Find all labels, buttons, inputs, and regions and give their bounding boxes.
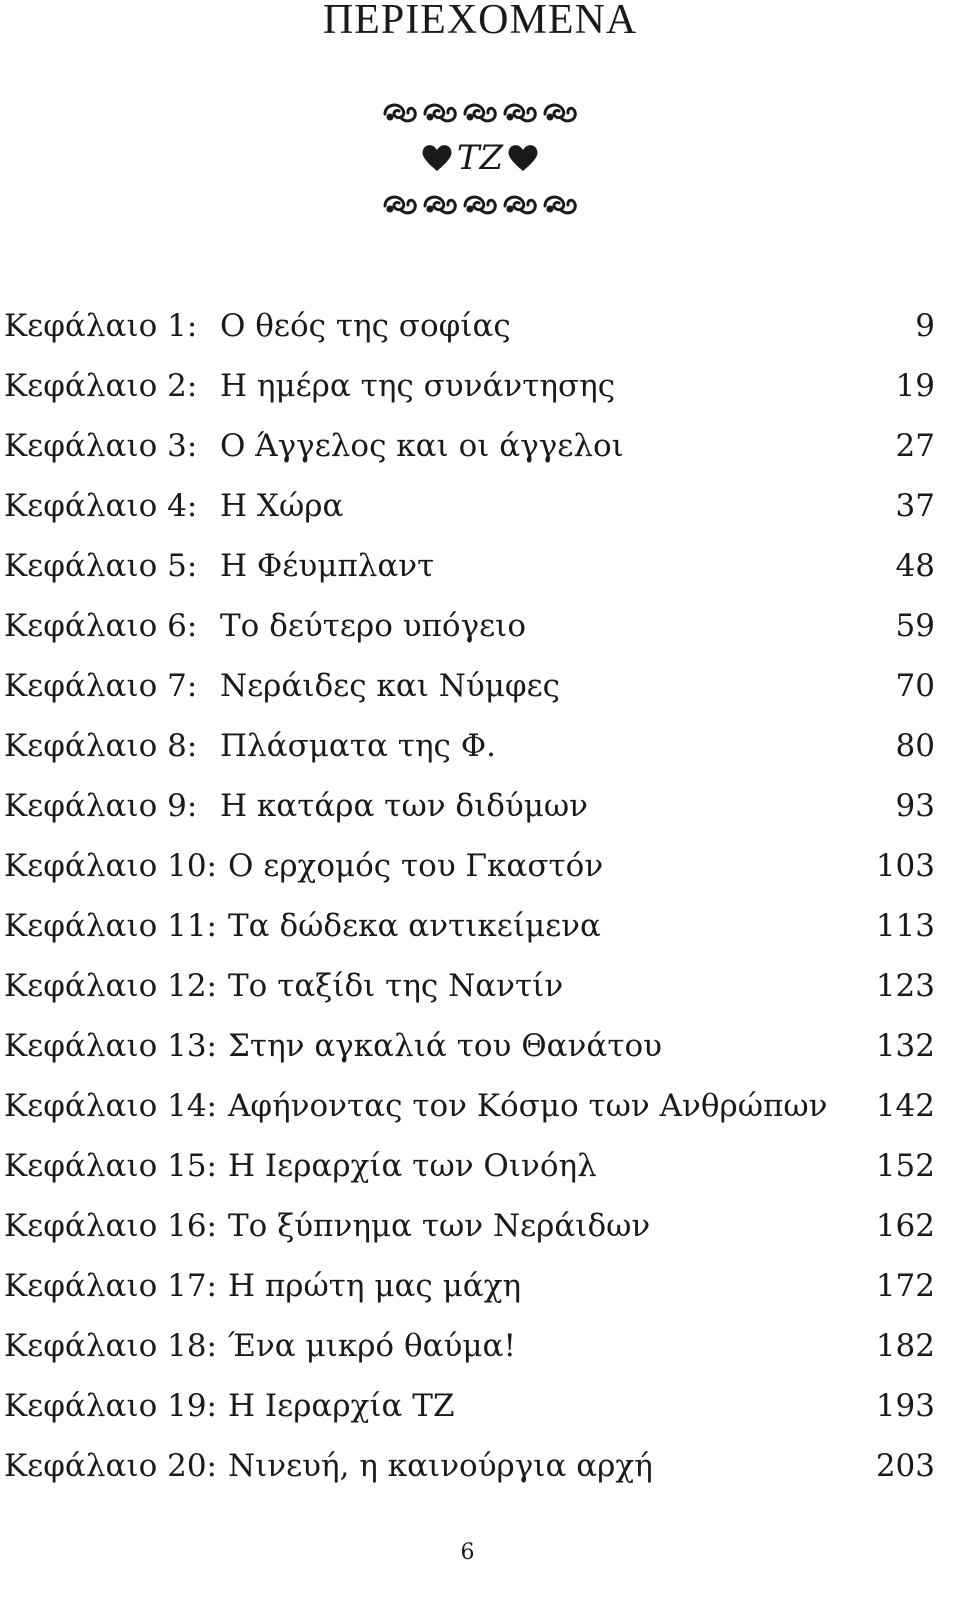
chapter-title: Η Ιεραρχία των Οινόηλ: [228, 1148, 597, 1184]
toc-entry: [0, 1144, 935, 1204]
chapter-page: 142: [875, 1088, 935, 1124]
chapter-title: Η κατάρα των διδύμων: [220, 788, 589, 824]
chapter-page: 59: [895, 608, 935, 644]
swirl-icon: [501, 190, 539, 218]
toc-entry: [0, 1264, 935, 1324]
swirl-icon: [501, 98, 539, 126]
swirl-icon: [461, 98, 499, 126]
swirl-icon: [461, 190, 499, 218]
chapter-label: Κεφάλαιο 9:: [4, 788, 198, 824]
toc-entry: [0, 844, 935, 904]
chapter-page: 9: [915, 308, 935, 344]
swirl-icon: [421, 190, 459, 218]
toc-entry: [0, 784, 935, 844]
toc-entry: [0, 1024, 935, 1084]
chapter-label: Κεφάλαιο 20:: [4, 1448, 218, 1484]
toc-entry: [0, 724, 935, 784]
swirl-icon: [381, 98, 419, 126]
toc-entry: [0, 1204, 935, 1264]
chapter-page: 123: [875, 968, 935, 1004]
chapter-label: Κεφάλαιο 17:: [4, 1268, 218, 1304]
chapter-page: 103: [875, 848, 935, 884]
chapter-title: Το ταξίδι της Ναντίν: [228, 968, 564, 1004]
decorative-ornament: [0, 92, 960, 224]
chapter-title: Τα δώδεκα αντικείμενα: [228, 908, 601, 944]
chapter-title: Αφήνοντας τον Κόσμο των Ανθρώπων: [228, 1088, 828, 1124]
chapter-label: Κεφάλαιο 2:: [4, 368, 198, 404]
chapter-label: Κεφάλαιο 10:: [4, 848, 218, 884]
chapter-title: Η πρώτη μας μάχη: [228, 1268, 522, 1304]
toc-entry: [0, 544, 935, 604]
chapter-title: Νεράιδες και Νύμφες: [220, 668, 561, 704]
chapter-label: Κεφάλαιο 18:: [4, 1328, 218, 1364]
chapter-title: Ο θεός της σοφίας: [220, 308, 511, 344]
toc-entry: [0, 304, 935, 364]
heart-icon: [507, 143, 539, 173]
chapter-label: Κεφάλαιο 6:: [4, 608, 198, 644]
chapter-page: 113: [875, 908, 935, 944]
chapter-page: 193: [875, 1388, 935, 1424]
chapter-title: Στην αγκαλιά του Θανάτου: [228, 1028, 662, 1064]
chapter-title: Το δεύτερο υπόγειο: [220, 608, 527, 644]
monogram-row: [421, 132, 539, 184]
chapter-page: 162: [875, 1208, 935, 1244]
toc-entry: [0, 1384, 935, 1444]
toc-entry: [0, 484, 935, 544]
chapter-page: 172: [875, 1268, 935, 1304]
chapter-page: 203: [875, 1448, 935, 1484]
table-of-contents: [0, 304, 935, 1504]
chapter-label: Κεφάλαιο 8:: [4, 728, 198, 764]
toc-entry: [0, 424, 935, 484]
chapter-title: Η Φέυμπλαντ: [220, 548, 435, 584]
swirl-icon: [541, 98, 579, 126]
monogram-text: TZ: [456, 138, 504, 178]
chapter-label: Κεφάλαιο 14:: [4, 1088, 218, 1124]
swirl-row-bottom-icon: [381, 184, 579, 224]
chapter-page: 48: [895, 548, 935, 584]
chapter-title: Νινευή, η καινούργια αρχή: [228, 1448, 653, 1484]
chapter-label: Κεφάλαιο 15:: [4, 1148, 218, 1184]
chapter-page: 80: [895, 728, 935, 764]
chapter-label: Κεφάλαιο 11:: [4, 908, 218, 944]
toc-entry: [0, 604, 935, 664]
chapter-page: 182: [875, 1328, 935, 1364]
chapter-page: 132: [875, 1028, 935, 1064]
chapter-title: Πλάσματα της Φ.: [220, 728, 497, 764]
toc-entry: [0, 1084, 935, 1144]
toc-entry: [0, 1444, 935, 1504]
chapter-page: 152: [875, 1148, 935, 1184]
chapter-title: Ο Άγγελος και οι άγγελοι: [220, 428, 624, 464]
swirl-icon: [381, 190, 419, 218]
chapter-page: 93: [895, 788, 935, 824]
chapter-label: Κεφάλαιο 1:: [4, 308, 198, 344]
toc-entry: [0, 664, 935, 724]
page-number: 6: [460, 1540, 475, 1565]
chapter-label: Κεφάλαιο 7:: [4, 668, 198, 704]
chapter-page: 19: [895, 368, 935, 404]
heart-icon: [421, 143, 453, 173]
swirl-icon: [541, 190, 579, 218]
chapter-label: Κεφάλαιο 13:: [4, 1028, 218, 1064]
page-title: ΠΕΡΙΕΧΟΜΕΝΑ: [322, 0, 638, 43]
toc-entry: [0, 1324, 935, 1384]
chapter-label: Κεφάλαιο 16:: [4, 1208, 218, 1244]
chapter-label: Κεφάλαιο 19:: [4, 1388, 218, 1424]
swirl-row-top-icon: [381, 92, 579, 132]
chapter-title: Η ημέρα της συνάντησης: [220, 368, 616, 404]
toc-entry: [0, 904, 935, 964]
chapter-label: Κεφάλαιο 3:: [4, 428, 198, 464]
toc-entry: [0, 364, 935, 424]
chapter-title: Η Ιεραρχία ΤΖ: [228, 1388, 455, 1424]
chapter-title: Ο ερχομός του Γκαστόν: [228, 848, 604, 884]
chapter-page: 27: [895, 428, 935, 464]
chapter-title: Η Χώρα: [220, 488, 344, 524]
chapter-label: Κεφάλαιο 4:: [4, 488, 198, 524]
chapter-page: 70: [895, 668, 935, 704]
chapter-title: Ένα μικρό θαύμα!: [228, 1328, 516, 1364]
toc-entry: [0, 964, 935, 1024]
chapter-title: Το ξύπνημα των Νεράιδων: [228, 1208, 651, 1244]
swirl-icon: [421, 98, 459, 126]
chapter-label: Κεφάλαιο 5:: [4, 548, 198, 584]
chapter-page: 37: [895, 488, 935, 524]
chapter-label: Κεφάλαιο 12:: [4, 968, 218, 1004]
